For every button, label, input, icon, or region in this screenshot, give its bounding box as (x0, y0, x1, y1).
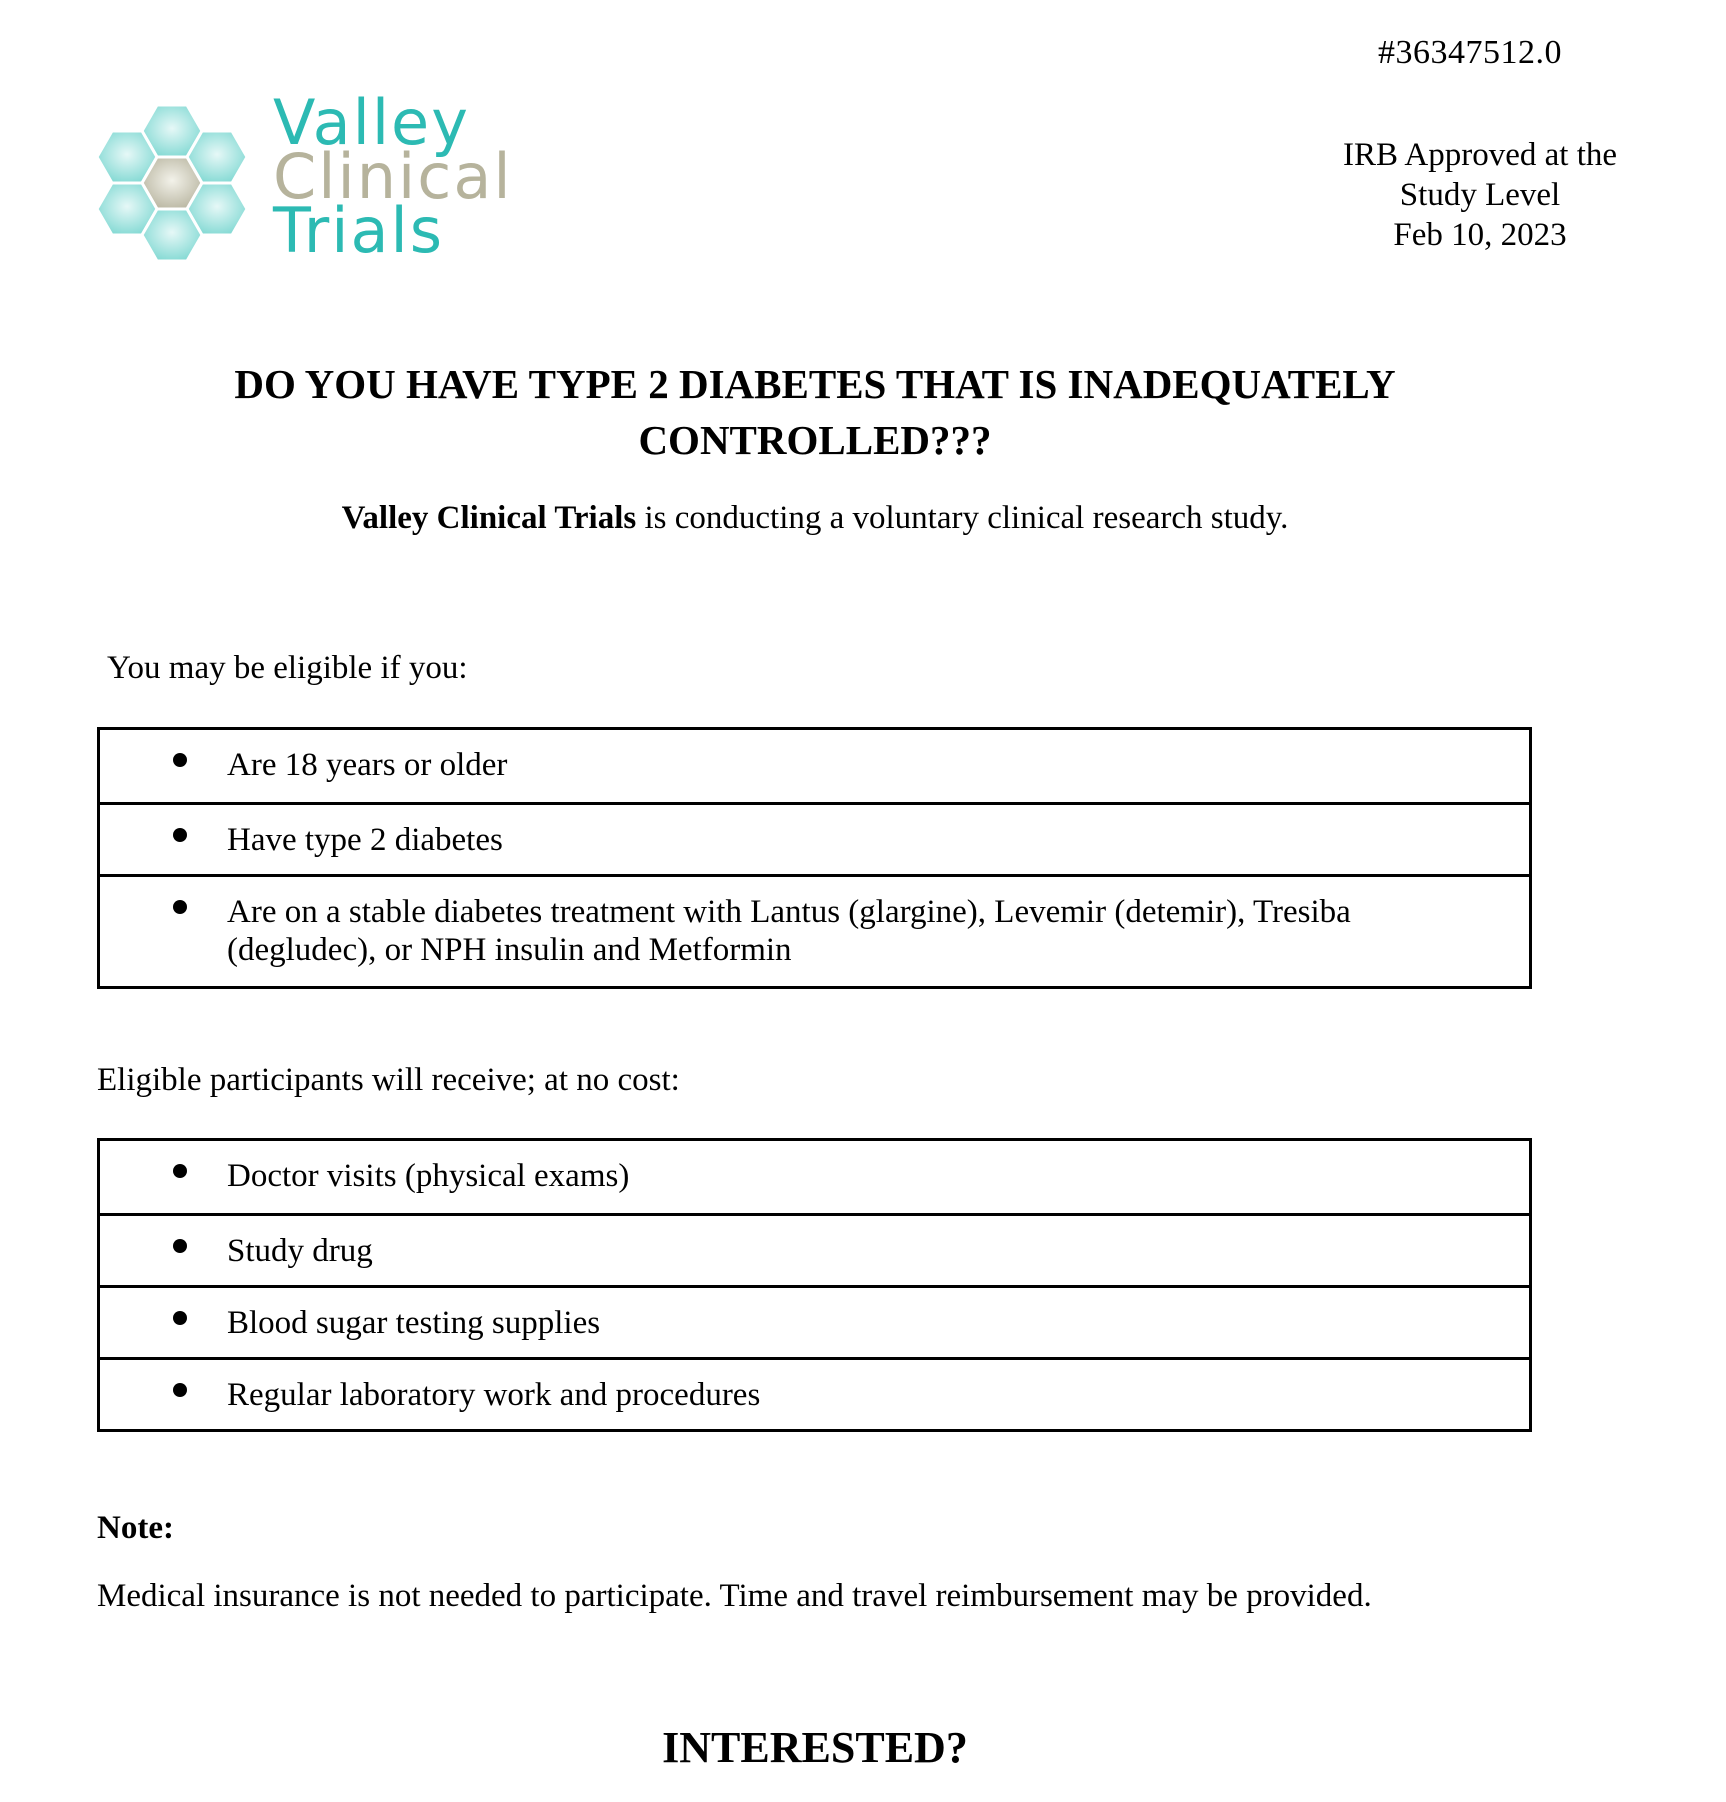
page-headline (120, 356, 1510, 468)
irb-date: Feb 10, 2023 (1393, 217, 1567, 253)
benefits-box (97, 1138, 1532, 1432)
headline-line-1: DO YOU HAVE TYPE 2 DIABETES THAT IS INADEQUATELY (234, 361, 1396, 407)
bullet-icon (173, 1311, 187, 1325)
bullet-icon (173, 753, 187, 767)
irb-line-1: IRB Approved at the (1342, 137, 1618, 173)
hexagon-bottom (142, 209, 202, 261)
note-text: Medical insurance is not needed to participate. Time and travel reimbursement may be provided. (97, 1578, 1372, 1614)
logo-word-clinical: Clinical (273, 140, 513, 213)
logo-word-valley: Valley (273, 86, 470, 159)
eligibility-item (100, 802, 1529, 874)
valley-clinical-trials-logo (95, 86, 575, 280)
document-number: #36347512.0 (1378, 34, 1562, 71)
benefit-item (100, 1141, 1529, 1213)
benefit-item (100, 1213, 1529, 1285)
eligibility-item (100, 730, 1529, 802)
logo-word-trials: Trials (273, 194, 444, 267)
bullet-icon (173, 1383, 187, 1397)
irb-approval-stamp (1310, 135, 1650, 255)
benefit-item-text: Study drug (227, 1233, 373, 1269)
call-to-action-heading: INTERESTED? (662, 1723, 968, 1772)
intro-sentence (120, 500, 1510, 537)
note-label: Note: (97, 1510, 174, 1546)
eligibility-item-text-line-1: Are on a stable diabetes treatment with Lantus (glargine), Levemir (detemir), Tresiba (227, 894, 1351, 930)
benefit-item-text: Blood sugar testing supplies (227, 1305, 601, 1341)
benefits-label: Eligible participants will receive; at no cost: (97, 1062, 680, 1098)
benefit-item (100, 1285, 1529, 1357)
bullet-icon (173, 1164, 187, 1178)
irb-line-2: Study Level (1399, 177, 1561, 213)
intro-rest: is conducting a voluntary clinical research study. (636, 500, 1289, 536)
headline-line-2: CONTROLLED??? (638, 417, 992, 463)
eligibility-criteria-box (97, 727, 1532, 989)
eligibility-item-text-line-2: (degludec), or NPH insulin and Metformin (227, 932, 792, 968)
benefit-item (100, 1357, 1529, 1429)
eligibility-label: You may be eligible if you: (107, 650, 468, 686)
eligibility-item-text: Are 18 years or older (227, 747, 508, 783)
benefit-item-text: Doctor visits (physical exams) (227, 1158, 630, 1194)
bullet-icon (173, 828, 187, 842)
logo-wordmark (273, 86, 513, 267)
eligibility-item-text: Have type 2 diabetes (227, 822, 503, 858)
bullet-icon (173, 1239, 187, 1253)
hexagon-cluster-icon (95, 100, 265, 270)
benefit-item-text: Regular laboratory work and procedures (227, 1377, 761, 1413)
intro-organization-name: Valley Clinical Trials (341, 500, 637, 536)
bullet-icon (173, 900, 187, 914)
eligibility-item-text (227, 893, 1429, 969)
eligibility-item (100, 874, 1529, 986)
